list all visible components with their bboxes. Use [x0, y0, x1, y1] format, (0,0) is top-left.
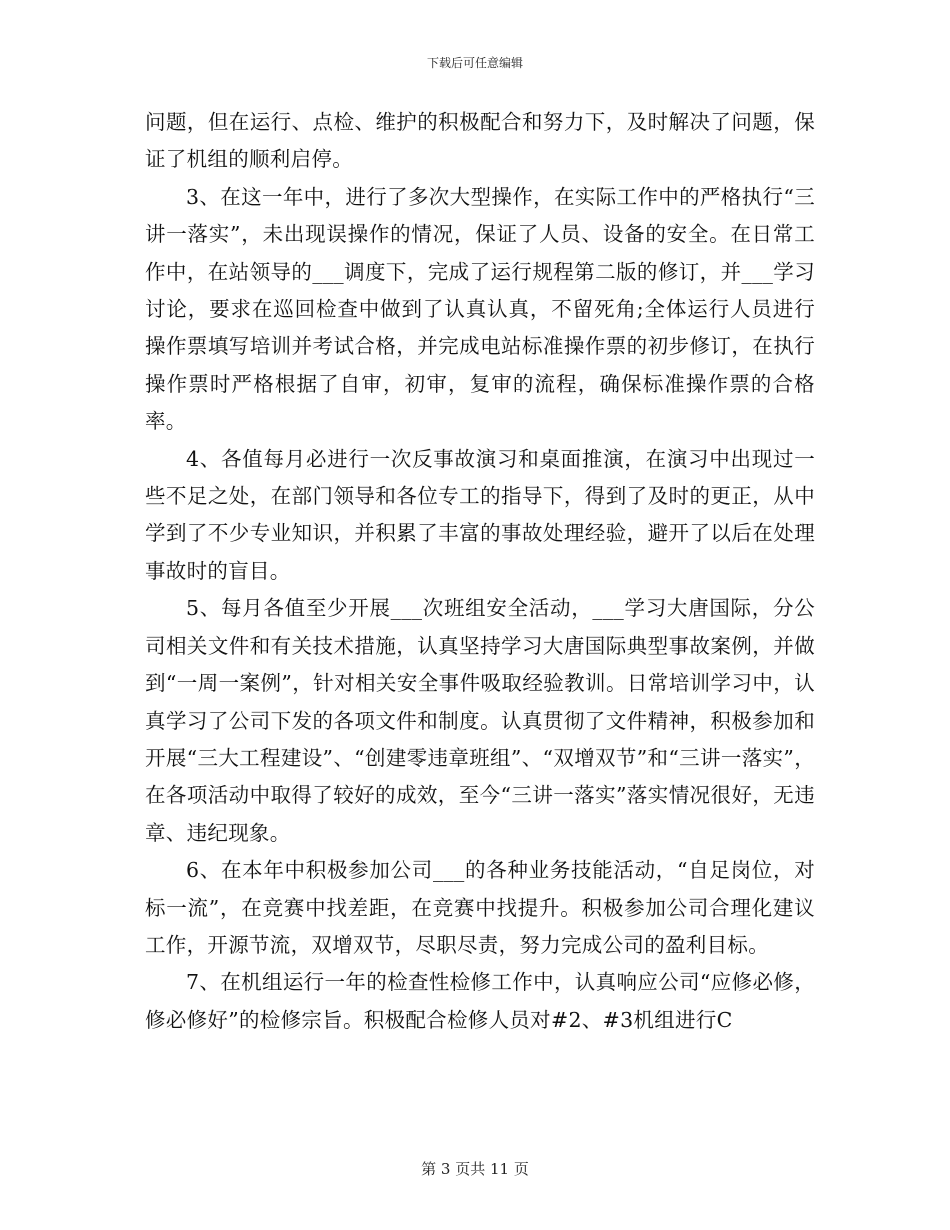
paragraph-6: 7、在机组运行一年的检查性检修工作中，认真响应公司“应修必修，修必修好”的检修宗旨。积极配合检修人员对#2、#3机组进行C: [145, 970, 815, 1032]
paragraph-1: 问题，但在运行、点检、维护的积极配合和努力下，及时解决了问题，保证了机组的顺利启停。: [145, 110, 815, 172]
document-body: [145, 104, 815, 1039]
page-header: 下载后可任意编辑: [426, 56, 523, 70]
paragraph-2: 3、在这一年中，进行了多次大型操作，在实际工作中的严格执行“三讲一落实”，未出现误操作的情况，保证了人员、设备的安全。在日常工作中，在站领导的___调度下，完成了运行规程第二版的修订，并___学习讨论，要求在巡回检查中做到了认真认真，不留死角;全体运行人员进行操作票填写培训并考试合格，并完成电站标准操作票的初步修订，在执行操作票时严格根据了自审，初审，复审的流程，确保标准操作票的合格率。: [145, 184, 815, 434]
paragraph-4: 5、每月各值至少开展___次班组安全活动，___学习大唐国际，分公司相关文件和有关技术措施，认真坚持学习大唐国际典型事故案例，并做到“一周一案例”，针对相关安全事件吸取经验教训。日常培训学习中，认真学习了公司下发的各项文件和制度。认真贯彻了文件精神，积极参加和开展“三大工程建设”、“创建零违章班组”、“双增双节”和“三讲一落实”，在各项活动中取得了较好的成效，至今“三讲一落实”落实情况很好，无违章、违纪现象。: [145, 596, 815, 845]
paragraph-5: 6、在本年中积极参加公司___的各种业务技能活动，“自足岗位，对标一流”，在竞赛中找差距，在竞赛中找提升。积极参加公司合理化建议工作，开源节流，双增双节，尽职尽责，努力完成公司的盈利目标。: [145, 858, 815, 957]
page-footer: 第 3 页共 11 页: [421, 1160, 529, 1178]
paragraph-3: 4、各值每月必进行一次反事故演习和桌面推演，在演习中出现过一些不足之处，在部门领导和各位专工的指导下，得到了及时的更正，从中学到了不少专业知识，并积累了丰富的事故处理经验，避开了以后在处理事故时的盲目。: [145, 446, 815, 583]
